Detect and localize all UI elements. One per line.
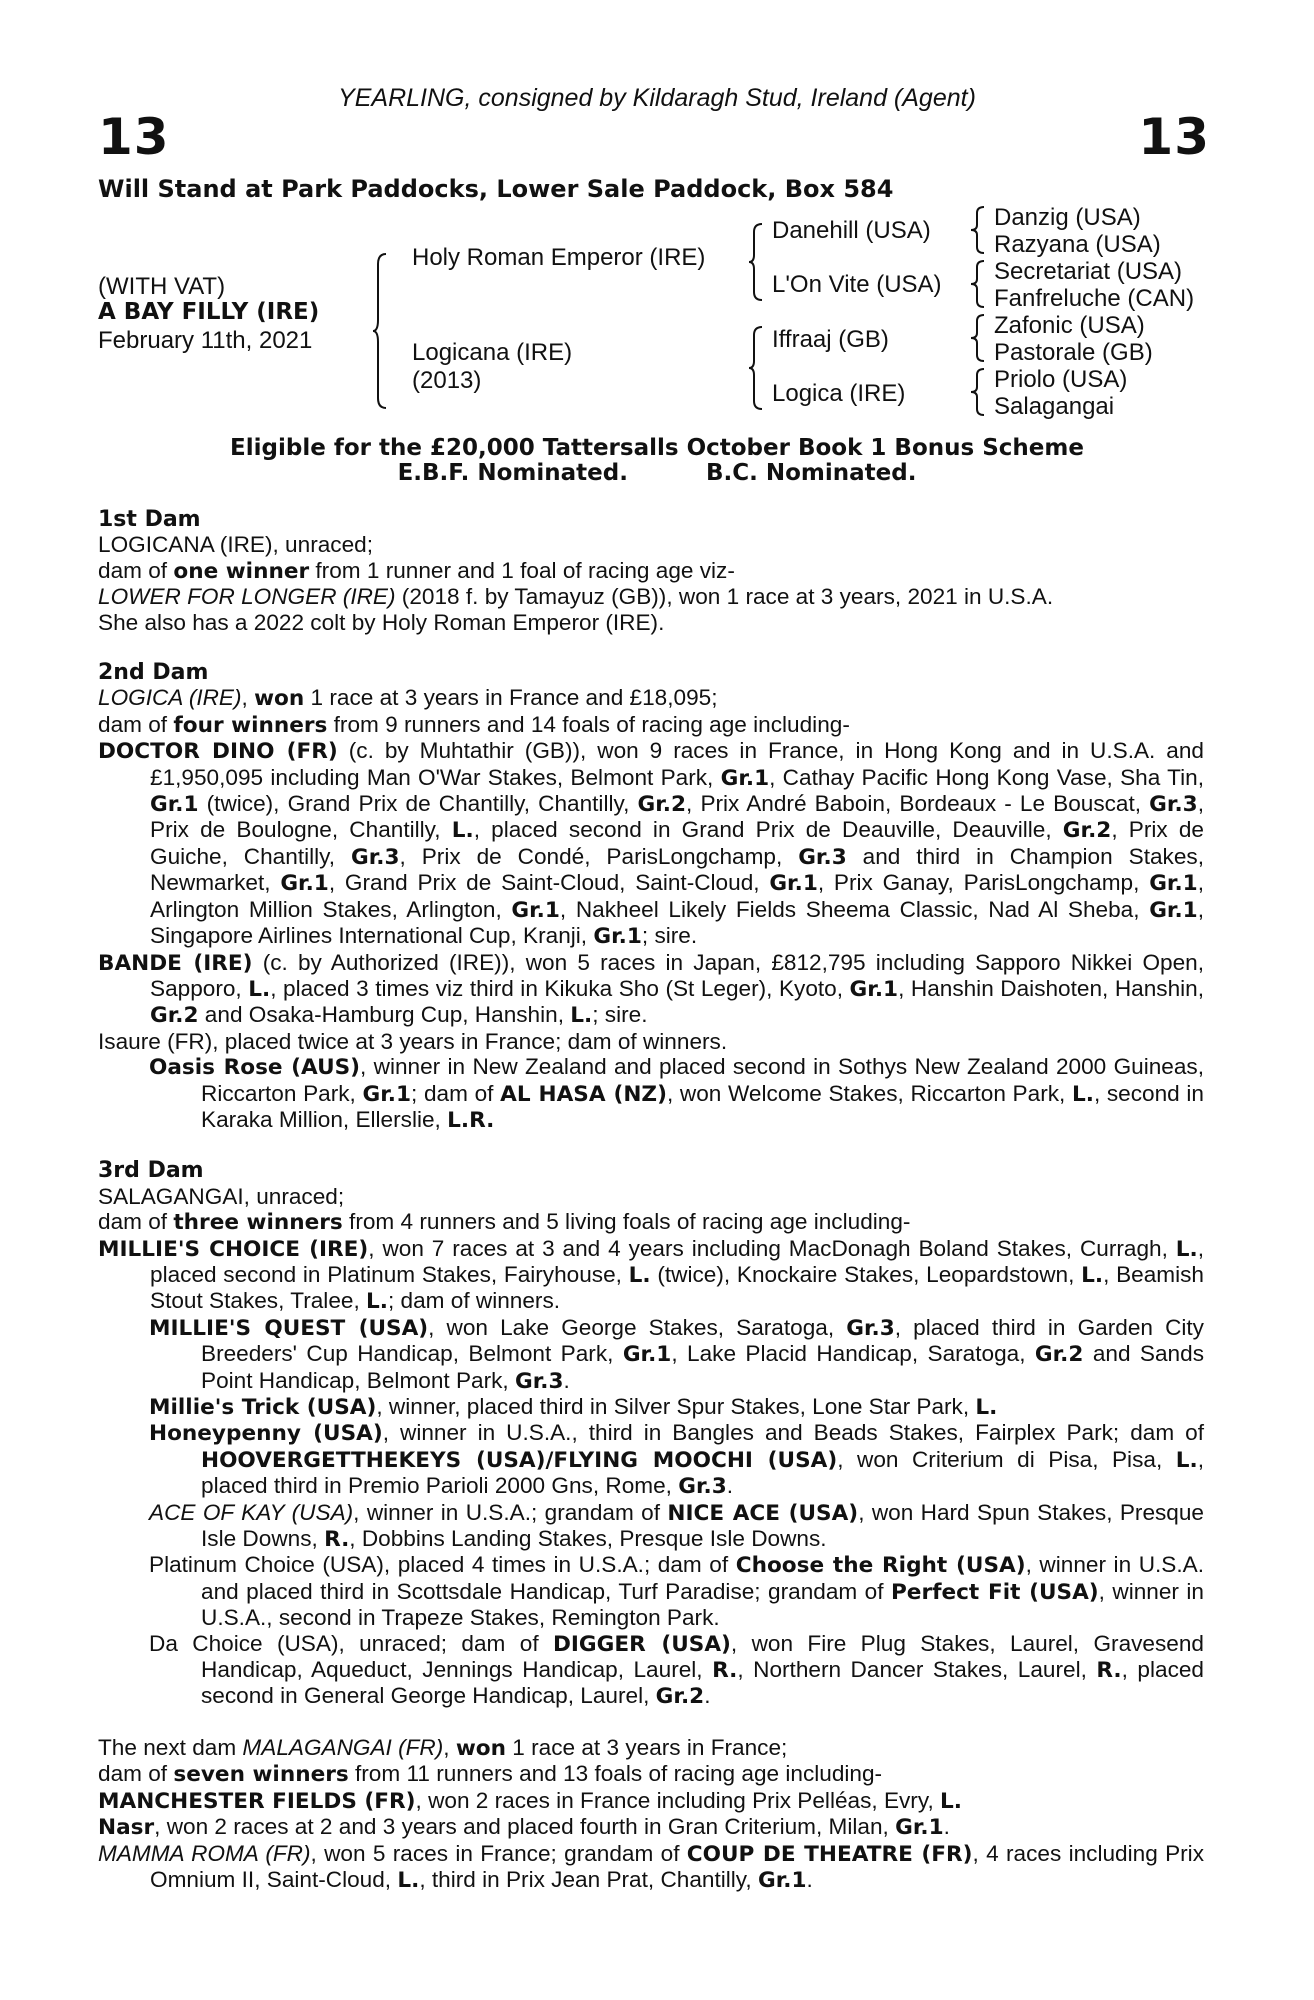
text: , placed third in Garden City Breeders' Cup Handicap, Belmont Park, [201,1314,1204,1367]
pedigree-narrative [98,507,1204,1893]
text: Da Choice (USA), unraced; dam of [149,1630,553,1656]
bold-text: L. [451,818,474,844]
bc-nominated: B.C. Nominated. [705,460,917,486]
text: , winner in U.S.A.; grandam of [353,1499,668,1525]
bold-text: Gr.1 [622,1342,672,1368]
lot-number-right: 13 [1138,108,1210,166]
progeny-entry [98,1500,1204,1553]
grandsire-2: Iffraaj (GB) [772,326,889,353]
text: . [704,1683,711,1709]
dam-line [98,1209,1204,1235]
bold-text: Gr.1 [849,976,899,1002]
bold-text: R. [712,1658,738,1684]
brace-gg-2 [970,259,986,309]
text: , Grand Prix de Saint-Cloud, Saint-Cloud, [328,870,770,896]
text: , winner in U.S.A., second in Trapeze Stakes, Remington Park. [201,1578,1204,1631]
granddam-2: Logica (IRE) [772,380,906,407]
bold-text: DOCTOR DINO (FR) [98,739,338,765]
bold-text: three winners [173,1210,343,1236]
progeny-entry [98,738,1204,949]
dam-section [98,660,1204,1133]
bold-text: four winners [173,712,328,738]
text: , winner in New Zealand and placed second in Sothys New Zealand 2000 Guineas, Riccarton Park, [201,1054,1205,1106]
text: , [241,685,255,711]
text: , placed second in Platinum Stakes, Fairyhouse, [150,1235,1204,1287]
grandsire-1: Danehill (USA) [772,217,931,244]
section-heading: 3rd Dam [98,1158,204,1184]
ebf-nominated: E.B.F. Nominated. [397,460,628,486]
bold-text: Gr.3 [678,1474,727,1500]
great-grandparent-8: Salagangai [994,393,1115,420]
text: , winner in U.S.A. and placed third in Scottsdale Handicap, Turf Paradise; grandam of [201,1552,1204,1604]
progeny-entry [98,1394,1204,1420]
bold-text: MANCHESTER FIELDS (FR) [98,1788,416,1814]
text: , Northern Dancer Stakes, Laurel, [737,1657,1097,1683]
bold-text: Gr.1 [511,897,560,923]
great-grandparent-6: Pastorale (GB) [994,339,1153,366]
bold-text: Gr.2 [637,792,687,818]
text: , Hanshin Daishoten, Hanshin, [898,975,1205,1001]
bold-text: L. [570,1003,593,1029]
dam-section [98,1735,1204,1893]
bold-text: Gr.2 [655,1684,705,1710]
text: from 9 runners and 14 foals of racing age including- [327,711,850,737]
text: . [563,1367,570,1393]
text: , placed third in Premio Parioli 2000 Gns, Rome, [201,1446,1204,1499]
text: ; dam of [411,1080,501,1106]
brace-sire-parents [748,222,764,302]
dam-line [98,712,1204,738]
section-heading: 1st Dam [98,507,201,532]
text: , placed second in General George Handicap, Laurel, [201,1657,1204,1709]
text: She also has a 2022 colt by Holy Roman Emperor (IRE). [98,609,665,635]
text: , winner, placed third in Silver Spur Stakes, Lone Star Park, [376,1394,976,1419]
bold-text: won [455,1735,507,1761]
italic-text: LOGICA (IRE) [98,685,242,711]
nominations-line [0,460,1314,486]
text: , Dobbins Landing Stakes, Presque Isle Downs. [349,1526,827,1552]
bold-text: Gr.2 [1062,818,1112,844]
text: , 4 races including Prix Omnium II, Saint-Cloud, [150,1840,1204,1892]
bold-text: Oasis Rose (AUS) [149,1055,361,1081]
bold-text: Perfect Fit (USA) [890,1579,1099,1605]
text: (2018 f. by Tamayuz (GB)), won 1 race at 3 years, 2021 in U.S.A. [395,584,1054,610]
dam-line [98,558,1204,584]
dam-section [98,507,1204,635]
bold-text: Choose the Right (USA) [735,1553,1026,1579]
bold-text: L.R. [447,1107,495,1133]
text: Platinum Choice (USA), placed 4 times in U.S.A.; dam of [149,1552,736,1578]
progeny-entry [98,1236,1204,1315]
bold-text: L. [628,1262,651,1288]
text: 1 race at 3 years in France; [506,1734,788,1760]
text: , Prix de Guiche, Chantilly, [150,817,1204,869]
bold-text: R. [1096,1658,1122,1684]
brace-sire-dam [372,252,388,410]
dam-section [98,1158,1204,1710]
italic-text: ACE OF KAY (USA) [149,1499,354,1525]
italic-text: MALAGANGAI (FR) [242,1734,444,1760]
bold-text: L. [248,976,271,1002]
text: 1 race at 3 years in France and £18,095; [304,685,718,711]
text: , won 2 races in France including Prix Pelléas, Evry, [415,1787,941,1813]
text: , Prix André Baboin, Bordeaux - Le Bouscat, [686,791,1150,817]
granddam-1: L'On Vite (USA) [772,271,942,298]
text: ; sire. [592,1002,648,1028]
brace-gg-3 [970,313,986,363]
text: , second in Karaka Million, Ellerslie, [201,1080,1204,1132]
horse-name: A BAY FILLY (IRE) [98,299,320,325]
text: from 1 runner and 1 foal of racing age viz- [309,557,735,583]
progeny-entry [98,1420,1204,1499]
bold-text: Honeypenny (USA) [149,1421,383,1447]
brace-gg-1 [970,205,986,255]
great-grandparent-2: Razyana (USA) [994,231,1161,258]
bold-text: MILLIE'S QUEST (USA) [149,1315,429,1341]
text: , placed second in Grand Prix de Deauville, Deauville, [473,817,1063,843]
text: , placed 3 times viz third in Kikuka Sho (St Leger), Kyoto, [270,975,850,1001]
bold-text: MILLIE'S CHOICE (IRE) [98,1236,369,1262]
text: , won Hard Spun Stakes, Presque Isle Downs, [201,1499,1205,1552]
bold-text: BANDE (IRE) [98,950,253,976]
bold-text: Gr.1 [150,792,199,818]
text: , won 2 races at 2 and 3 years and placed fourth in Gran Criterium, Milan, [154,1814,896,1840]
sire: Holy Roman Emperor (IRE) [412,244,706,271]
italic-text: LOWER FOR LONGER (IRE) [98,584,396,610]
bold-text: NICE ACE (USA) [667,1500,859,1526]
bold-text: Gr.1 [720,765,770,791]
bold-text: Gr.2 [150,1003,199,1029]
text: , Lake Placid Handicap, Saratoga, [671,1341,1035,1367]
progeny-entry [98,1788,1204,1814]
bold-text: Gr.1 [280,871,329,897]
progeny-entry [98,1814,1204,1840]
text: and Sands Point Handicap, Belmont Park, [201,1341,1204,1393]
dam-line [98,532,1204,557]
bold-text: seven winners [173,1762,349,1788]
text: , won Lake George Stakes, Saratoga, [428,1314,847,1340]
text: The next dam [98,1734,243,1760]
brace-gg-4 [970,367,986,417]
text: , third in Prix Jean Prat, Chantilly, [419,1866,758,1892]
text: , won Welcome Stakes, Riccarton Park, [666,1080,1072,1106]
progeny-entry [98,584,1204,609]
bold-text: Gr.1 [895,1815,944,1841]
progeny-entry [98,1315,1204,1394]
text: , won 7 races at 3 and 4 years including MacDonagh Boland Stakes, Curragh, [368,1235,1176,1261]
progeny-entry [98,1631,1204,1710]
great-grandparent-4: Fanfreluche (CAN) [994,285,1195,312]
bold-text: L. [1175,1236,1198,1262]
lot-number-left: 13 [98,108,170,166]
bold-text: Gr.1 [593,924,642,950]
text: SALAGANGAI, unraced; [98,1183,345,1209]
bold-text: L. [397,1867,420,1893]
text: , Prix de Boulogne, Chantilly, [150,791,1204,843]
bold-text: Gr.1 [1149,897,1198,923]
stable-location: Will Stand at Park Paddocks, Lower Sale Paddock, Box 584 [98,175,894,203]
text: ; dam of winners. [387,1288,561,1314]
great-grandparent-1: Danzig (USA) [994,204,1141,231]
bold-text: Gr.1 [769,871,818,897]
italic-text: MAMMA ROMA (FR) [98,1840,311,1866]
bold-text: one winner [173,558,310,584]
text: , Arlington Million Stakes, Arlington, [150,870,1204,922]
section-heading: 2nd Dam [98,660,209,686]
bold-text: Gr.3 [798,844,847,870]
bold-text: AL HASA (NZ) [500,1081,667,1107]
bold-text: Gr.3 [350,844,400,870]
text: dam of [98,557,174,583]
dam-year: (2013) [412,367,482,394]
dam-line [98,685,1204,711]
vat-note: (WITH VAT) [98,273,226,300]
bold-text: Gr.3 [1149,792,1198,818]
text: (c. by Muhtathir (GB)), won 9 races in France, in Hong Kong and in U.S.A. and £1,950,095 including Man O'War Stakes, Belmont Park, [150,738,1204,790]
bold-text: Gr.1 [1149,871,1198,897]
bold-text: Gr.1 [362,1081,412,1107]
text: , won Criterium di Pisa, Pisa, [837,1446,1176,1472]
great-grandparent-7: Priolo (USA) [994,366,1128,393]
text: Isaure (FR), placed twice at 3 years in France; dam of winners. [98,1028,728,1054]
bold-text: Gr.2 [1034,1342,1084,1368]
progeny-entry [98,1029,1204,1054]
text: and Osaka-Hamburg Cup, Hanshin, [198,1002,571,1028]
foaling-date: February 11th, 2021 [98,327,313,354]
bold-text: won [254,686,305,712]
text: , Cathay Pacific Hong Kong Vase, Sha Tin, [769,764,1204,790]
progeny-entry [98,950,1204,1029]
dam-line [98,1761,1204,1787]
bold-text: L. [366,1289,388,1315]
text: dam of [98,711,174,737]
text: from 4 runners and 5 living foals of racing age including- [342,1209,911,1235]
bold-text: L. [975,1395,998,1420]
text: LOGICANA (IRE), unraced; [98,532,373,558]
progeny-entry [98,1841,1204,1894]
text: , Prix Ganay, ParisLongchamp, [817,870,1150,896]
bold-text: L. [940,1788,962,1814]
bold-text: L. [1081,1262,1104,1288]
bold-text: L. [1071,1081,1094,1107]
great-grandparent-3: Secretariat (USA) [994,258,1183,285]
text: , Beamish Stout Stakes, Tralee, [150,1261,1204,1314]
bold-text: COUP DE THEATRE (FR) [686,1841,973,1867]
progeny-entry [98,1054,1204,1133]
bold-text: DIGGER (USA) [552,1631,731,1657]
text: , winner in U.S.A., third in Bangles and Beads Stakes, Fairplex Park; dam of [382,1420,1204,1446]
bold-text: Millie's Trick (USA) [149,1395,377,1420]
text: , Nakheel Likely Fields Sheema Classic, Nad Al Sheba, [559,896,1150,922]
great-grandparent-5: Zafonic (USA) [994,312,1145,339]
dam-line [98,610,1204,635]
text: , won 5 races in France; grandam of [310,1840,687,1866]
dam-line [98,1735,1204,1761]
text: , Prix de Condé, ParisLongchamp, [399,843,799,869]
bonus-scheme-line: Eligible for the £20,000 Tattersalls October Book 1 Bonus Scheme [230,435,1084,461]
text: dam of [98,1209,174,1235]
bold-text: Gr.3 [514,1368,564,1394]
consignor-header: YEARLING, consigned by Kildaragh Stud, Ireland (Agent) [338,84,976,112]
text: dam of [98,1761,174,1787]
bold-text: Nasr [98,1815,155,1841]
bold-text: HOOVERGETTHEKEYS (USA)/FLYING MOOCHI (USA) [201,1447,838,1473]
text: . [943,1814,950,1840]
text: from 11 runners and 13 foals of racing age including- [348,1761,883,1787]
bold-text: Gr.1 [757,1867,807,1893]
text: , Singapore Airlines International Cup, Kranji, [150,896,1204,949]
text: . [806,1866,813,1892]
text: . [726,1473,734,1499]
bold-text: L. [1175,1447,1198,1473]
brace-dam-parents [748,325,764,411]
bold-text: R. [324,1527,350,1553]
text: and third in Champion Stakes, Newmarket, [150,843,1204,896]
text: (twice), Knockaire Stakes, Leopardstown, [650,1261,1082,1287]
progeny-entry [98,1552,1204,1630]
bold-text: Gr.3 [846,1315,895,1341]
dam: Logicana (IRE) [412,339,573,366]
text: (twice), Grand Prix de Chantilly, Chantilly, [198,791,638,817]
text: , [443,1734,456,1760]
text: (c. by Authorized (IRE)), won 5 races in Japan, £812,795 including Sapporo Nikkei Open, Sapporo, [150,949,1204,1001]
dam-line [98,1184,1204,1209]
text: , won Fire Plug Stakes, Laurel, Gravesend Handicap, Aqueduct, Jennings Handicap, Laurel, [201,1630,1204,1683]
text: ; sire. [641,923,698,949]
